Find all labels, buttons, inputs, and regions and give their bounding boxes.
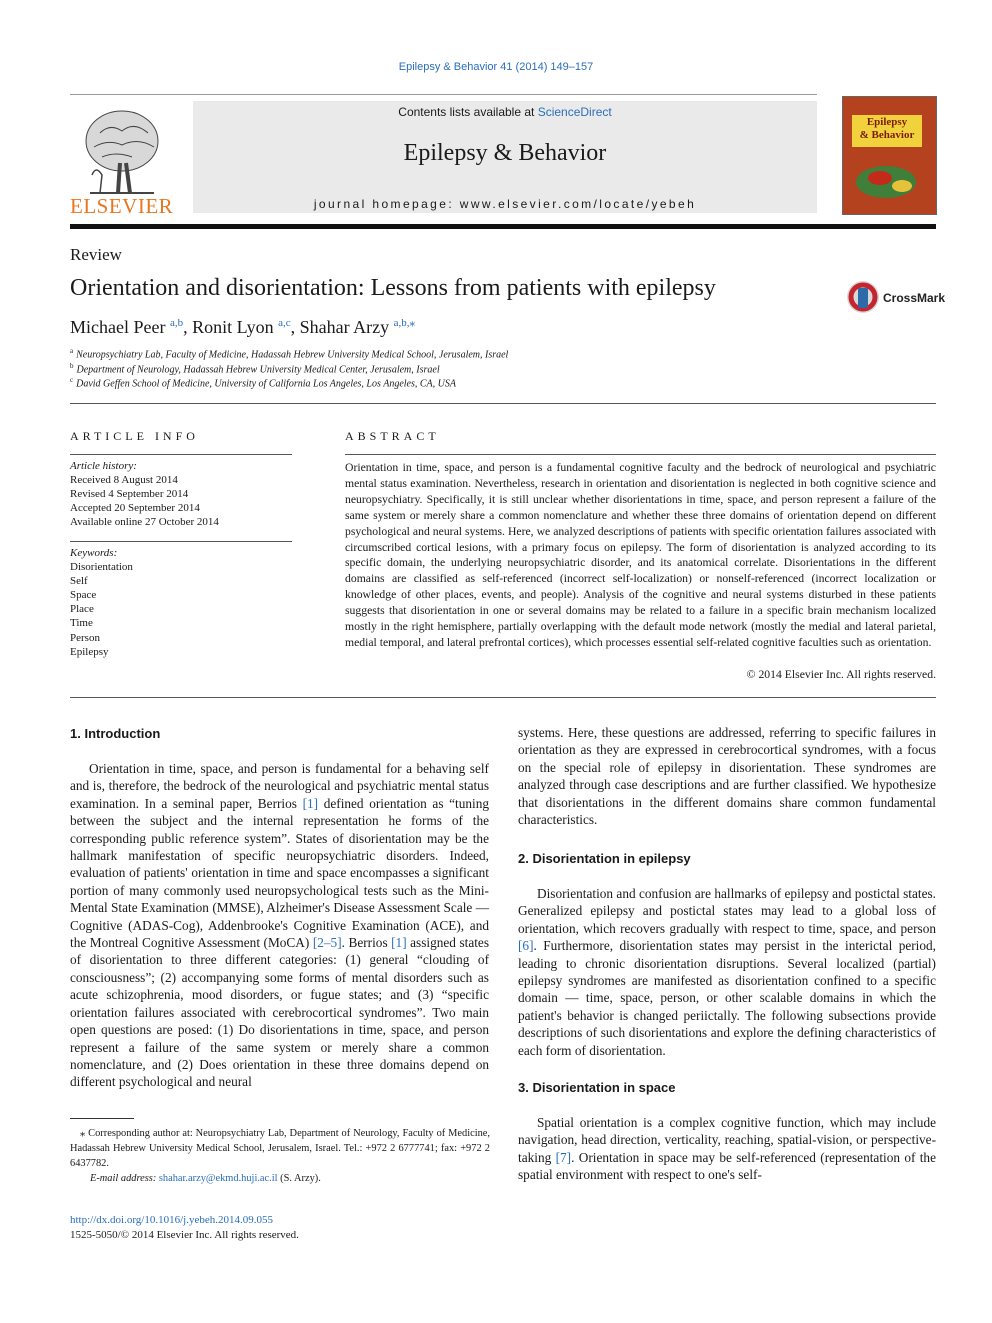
contents-prefix: Contents lists available at <box>398 105 538 119</box>
divider <box>70 541 292 542</box>
doi-link[interactable]: http://dx.doi.org/10.1016/j.yebeh.2014.09.055 <box>70 1214 273 1226</box>
article-title: Orientation and disorientation: Lessons from patients with epilepsy <box>70 275 716 301</box>
cover-title-line1: Epilepsy <box>866 116 908 128</box>
body-text: . Berrios <box>341 935 392 951</box>
author-list <box>70 316 415 338</box>
reference-link[interactable]: [1] <box>302 795 319 811</box>
body-text: . Furthermore, disorientation states may persist in the interictal period, leading to chronic disorientation disruptions. Several localized (partial) epilepsy syndromes are manifested as disorientation confined to a specific domain — time, space, person, or other scalable domains in which the patient's behavior is changed periictally. The following subsections provide descriptions of such disorientations and explore the defining characteristics of each form of disorientation. <box>518 938 936 1058</box>
author-affiliation-marker[interactable]: a,b <box>169 317 184 329</box>
affiliation-label: b <box>70 362 74 370</box>
affiliation-text: David Geffen School of Medicine, University of California Los Angeles, Los Angeles, CA, USA <box>76 378 456 390</box>
divider <box>70 403 936 404</box>
crossmark-label[interactable]: CrossMark <box>883 291 946 305</box>
space-paragraph <box>518 1114 936 1184</box>
divider <box>70 697 936 698</box>
introduction-continued-paragraph <box>518 724 936 828</box>
abstract-text: Orientation in time, space, and person is a fundamental cognitive faculty and the bedrock of neurological and psychiatric mental status examination. Nevertheless, research in orientation and disorientation is neglected in both cognitive science and neuropsychiatry. Specifically, it is still unclear whether disorientations in time, space, and person represent a failure of the same system or merely share a common nomenclature and whether these three domains of orientation depend on different psychological and neural systems. Here, we analyzed descriptions of patients with specific orientation failures associated with circumscribed cortical lesions, with a primary focus on epilepsy. The form of disorientation is analyzed according to its specific domain, the underlying neuropsychiatric disorder, and its anatomical correlate. Disorientations in the different domains are classified as self-referenced (incorrect self-localization) or nonself-referenced (incorrect localization or knowledge of other places, events, and people). Analysis of the cognitive and neural systems disturbed in these patients suggests that disorientation in one or several domains may be related to a failure in a specific brain mechanism localized mostly in the right hemisphere, partially overlapping with the default mode network (mostly the medial and lateral parietal, medial temporal, and lateral prefrontal cortices), which processes essential self-related cognitive faculties such as orientation. <box>345 461 936 649</box>
corresponding-author-footnote <box>70 1126 490 1186</box>
email-suffix: (S. Arzy). <box>277 1173 321 1184</box>
author-name[interactable]: Ronit Lyon <box>192 317 274 337</box>
section-heading-disorientation-space: 3. Disorientation in space <box>518 1080 676 1095</box>
body-text: defined orientation as “tuning between the subject and the internal representation he forms of the corresponding public reference system”. States of disorientation may be the hallmark manifestation of specific neuropsychiatric disorders. Indeed, evaluation of patients' orientation in time and space encompasses a significant portion of many commonly used neuropsychological tests such as the Mini-Mental State Examination (MMSE), Alzheimer's Disease Assessment Scale — Cognitive (ADAS-Cog), Addenbrooke's Cognitive Examination (ACE), and the Montreal Cognitive Assessment (MoCA) <box>70 795 490 951</box>
keyword: Place <box>70 603 94 615</box>
journal-name: Epilepsy & Behavior <box>403 140 607 166</box>
introduction-paragraph <box>70 760 489 1091</box>
keyword: Time <box>70 617 93 629</box>
body-text: systems. Here, these questions are addressed, referring to specific failures in orientation as they are expressed in cerebrocortical syndromes, with a focus on the special role of epilepsy in disorientation. These syndromes are analyzed through case descriptions and are further classified. We hypothesize that disorientations in the different domains share common fundamental characteristics. <box>518 725 936 828</box>
author-separator: , <box>290 317 300 337</box>
footnote-marker: ⁎ <box>80 1128 86 1139</box>
body-text: Orientation in time, space, and person is fundamental for a behaving self and is, therefore, the bedrock of the neurological and psychiatric mental status examination. In a seminal paper, Berrios <box>70 761 489 811</box>
cover-title <box>852 116 922 142</box>
sciencedirect-link[interactable]: ScienceDirect <box>537 105 612 119</box>
section-heading-disorientation-epilepsy: 2. Disorientation in epilepsy <box>518 851 691 866</box>
keyword: Self <box>70 575 88 587</box>
author-separator: , <box>183 317 193 337</box>
elsevier-wordmark: ELSEVIER <box>70 194 174 218</box>
body-text: Disorientation and confusion are hallmarks of epilepsy and postictal states. Generalized epilepsy and postictal states may lead to a global loss of orientation, which recovers gradually with respect to time, space, and person <box>518 886 936 936</box>
history-item: Revised 4 September 2014 <box>70 488 189 500</box>
body-text: Spatial orientation is a complex cognitive function, which may include navigation, head direction, verticality, reaching, spatial-vision, or perspective-taking <box>518 1115 936 1165</box>
reference-link[interactable]: [2–5] <box>312 935 342 951</box>
body-text: . Orientation in space may be self-referenced (representation of the spatial environment with respect to one's self- <box>518 1149 936 1183</box>
history-item: Received 8 August 2014 <box>70 474 178 486</box>
journal-homepage <box>193 197 817 211</box>
affiliation <box>70 347 508 360</box>
author-name[interactable]: Shahar Arzy <box>299 317 390 337</box>
divider <box>70 454 292 455</box>
affiliation-text: Department of Neurology, Hadassah Hebrew University Medical Center, Jerusalem, Israel <box>76 364 440 376</box>
abstract-heading: ABSTRACT <box>345 429 440 443</box>
contents-line <box>193 105 817 119</box>
email-link[interactable]: shahar.arzy@ekmd.huji.ac.il <box>158 1173 278 1184</box>
homepage-prefix: journal homepage: <box>313 197 460 211</box>
divider <box>345 454 936 455</box>
cover-illustration-icon <box>850 150 928 205</box>
epilepsy-paragraph <box>518 885 936 1059</box>
article-info-heading: ARTICLE INFO <box>70 429 199 443</box>
cover-title-line2: & Behavior <box>859 129 915 141</box>
reference-link[interactable]: [1] <box>391 935 407 951</box>
keyword: Space <box>70 589 97 601</box>
email-label: E-mail address: <box>90 1173 159 1184</box>
keyword: Disorientation <box>70 561 133 573</box>
article-history-heading: Article history: <box>70 460 137 472</box>
article-section-type: Review <box>70 245 122 264</box>
crossmark-icon[interactable] <box>846 280 880 314</box>
author-name[interactable]: Michael Peer <box>70 317 166 337</box>
banner-top-rule <box>70 94 817 95</box>
author-affiliation-marker[interactable]: a,c <box>278 317 291 329</box>
header-rule <box>70 224 936 229</box>
author-affiliation-marker[interactable]: a,b,⁎ <box>393 317 416 329</box>
history-item: Available online 27 October 2014 <box>70 516 219 528</box>
keyword: Epilepsy <box>70 646 109 658</box>
affiliation-label: a <box>70 347 74 355</box>
homepage-url-link[interactable]: www.elsevier.com/locate/yebeh <box>459 197 697 211</box>
issn-copyright: 1525-5050/© 2014 Elsevier Inc. All rights reserved. <box>70 1229 299 1241</box>
affiliation <box>70 362 440 375</box>
keyword: Person <box>70 632 100 644</box>
footnote-rule <box>70 1118 134 1119</box>
history-item: Accepted 20 September 2014 <box>70 502 200 514</box>
body-text: assigned states of disorientation to three different categories: (1) general “clouding of consciousness”; (2) accompanying some forms of mental disorders such as acute schizophrenia, mood disorders, or fugue states; and (3) “specific orientation failures associated with cerebrocortical syndromes”. Two main open questions are posed: (1) Do disorientations in time, space, and person represent a failure of the same system or merely share a common nomenclature, and (2) Does orientation in these three domains depend on different psychological and neural <box>70 935 489 1090</box>
journal-citation-link[interactable]: Epilepsy & Behavior 41 (2014) 149–157 <box>398 61 594 73</box>
affiliation-label: c <box>70 376 74 384</box>
abstract-copyright: © 2014 Elsevier Inc. All rights reserved. <box>746 668 936 681</box>
affiliation-text: Neuropsychiatry Lab, Faculty of Medicine, Hadassah Hebrew University Medical School, Jerusalem, Israel <box>76 349 509 361</box>
affiliation <box>70 376 456 389</box>
reference-link[interactable]: [7] <box>555 1149 572 1165</box>
keywords-heading: Keywords: <box>70 547 118 559</box>
reference-link[interactable]: [6] <box>518 938 534 954</box>
footnote-text: Corresponding author at: Neuropsychiatry Lab, Department of Neurology, Faculty of Medicine, Hadassah Hebrew University Medical School, Jerusalem, Israel. Tel.: +972 2 6777741; fax: +972 2 6437782. <box>70 1128 490 1169</box>
section-heading-introduction: 1. Introduction <box>70 726 161 741</box>
